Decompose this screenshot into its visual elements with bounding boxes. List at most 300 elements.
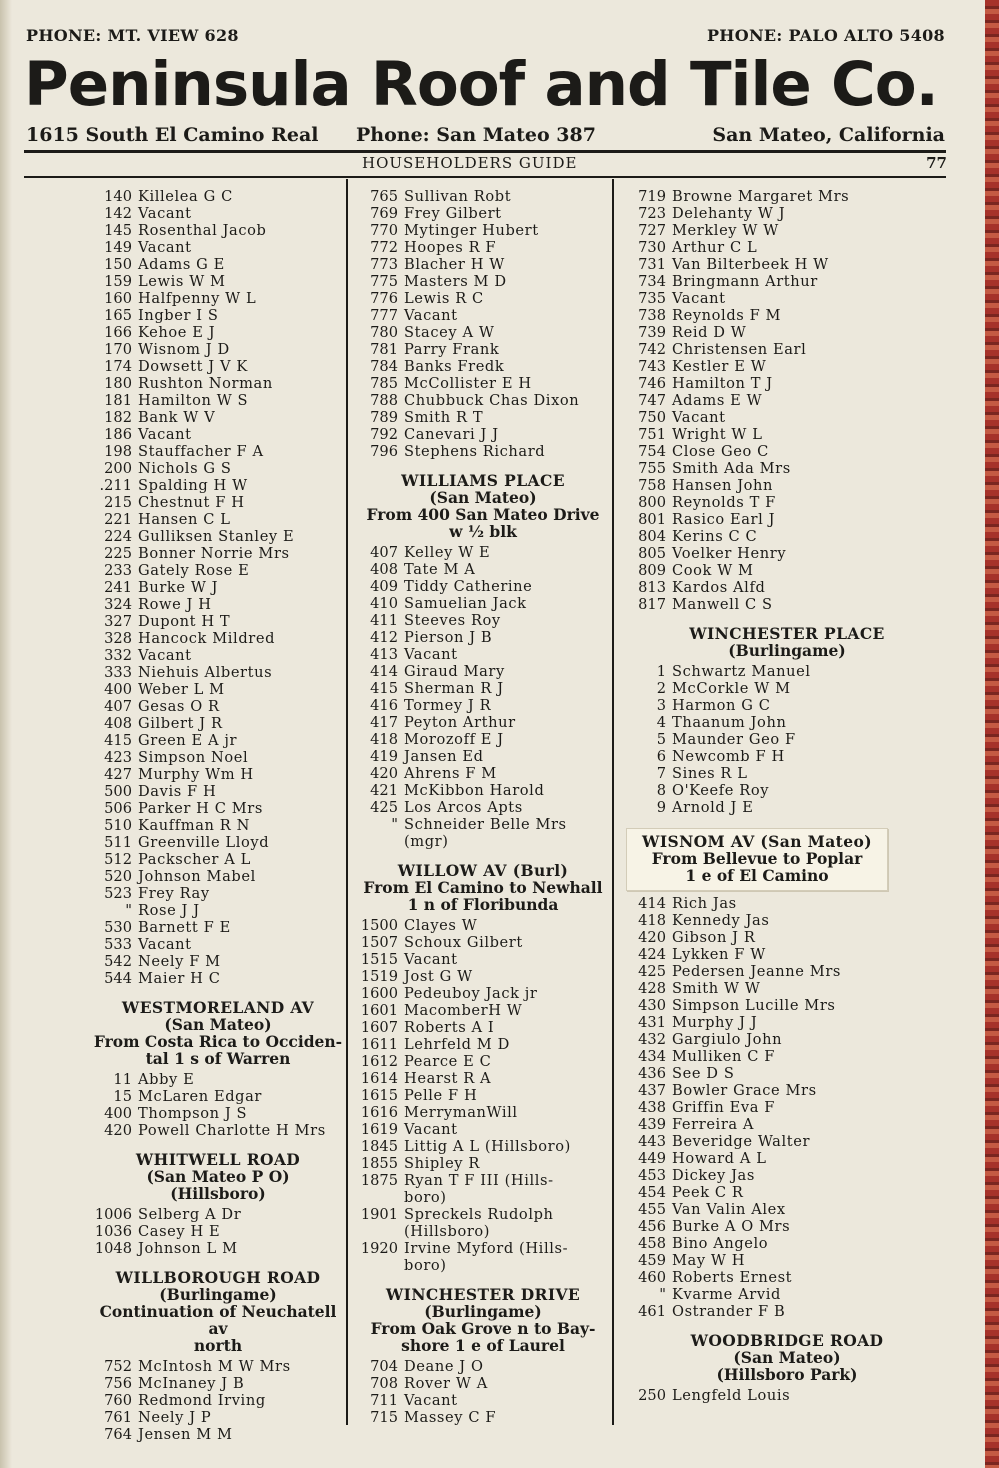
directory-entry xyxy=(356,358,610,375)
street-note: From El Camino to Newhall xyxy=(363,878,603,897)
column-divider xyxy=(346,179,348,1425)
street-note: (San Mateo P O) xyxy=(146,1167,290,1186)
resident-name: Wright W L xyxy=(672,426,763,443)
directory-entry xyxy=(356,697,610,714)
directory-entry xyxy=(356,307,610,324)
directory-entry xyxy=(356,1257,610,1274)
house-number: 533 xyxy=(104,936,132,953)
resident-name: Greenville Lloyd xyxy=(138,834,270,851)
house-number: 784 xyxy=(370,358,398,375)
house-number: 542 xyxy=(104,953,132,970)
house-number: 511 xyxy=(104,834,132,851)
house-number: 461 xyxy=(638,1303,666,1320)
street-note: (Burlingame) xyxy=(159,1285,277,1304)
resident-name: Bonner Norrie Mrs xyxy=(138,545,290,562)
house-number: 1607 xyxy=(360,1019,398,1036)
directory-entry xyxy=(622,1150,952,1167)
resident-name: Chestnut F H xyxy=(138,494,245,511)
resident-name: Canevari J J xyxy=(404,426,499,443)
resident-name: McCollister E H xyxy=(404,375,532,392)
directory-entry xyxy=(622,1065,952,1082)
house-number: 2 xyxy=(656,680,666,697)
house-number: 8 xyxy=(656,782,666,799)
house-number: 241 xyxy=(104,579,132,596)
house-number: 328 xyxy=(104,630,132,647)
directory-entry xyxy=(622,748,952,765)
resident-name: Kardos Alfd xyxy=(672,579,766,596)
directory-entry xyxy=(92,715,344,732)
directory-entry xyxy=(356,782,610,799)
resident-name: Abby E xyxy=(138,1071,195,1088)
resident-name: Irvine Myford (Hills- xyxy=(404,1240,569,1257)
house-number: 459 xyxy=(638,1252,666,1269)
directory-entry xyxy=(622,290,952,307)
directory-entry xyxy=(356,341,610,358)
house-number: 1614 xyxy=(360,1070,398,1087)
resident-name: Hoopes R F xyxy=(404,239,497,256)
house-number: 809 xyxy=(638,562,666,579)
resident-name: Voelker Henry xyxy=(672,545,787,562)
house-number: 751 xyxy=(638,426,666,443)
house-number: 418 xyxy=(370,731,398,748)
street-note: Continuation of Neuchatell av xyxy=(99,1302,337,1338)
house-number: 769 xyxy=(370,205,398,222)
resident-name: Simpson Noel xyxy=(138,749,249,766)
house-number: 1845 xyxy=(360,1138,398,1155)
directory-entry xyxy=(356,1019,610,1036)
directory-entry xyxy=(92,1071,344,1088)
directory-entry xyxy=(92,562,344,579)
house-number: " xyxy=(659,1286,666,1303)
resident-name: Littig A L (Hillsboro) xyxy=(404,1138,571,1155)
street-name: WESTMORELAND AV xyxy=(121,998,315,1017)
resident-name: McCorkle W M xyxy=(672,680,791,697)
directory-entry xyxy=(622,663,952,680)
directory-entry xyxy=(622,1303,952,1320)
street-note: north xyxy=(193,1336,243,1355)
directory-entry xyxy=(356,544,610,561)
resident-name: Howard A L xyxy=(672,1150,767,1167)
resident-name: Roberts A I xyxy=(404,1019,495,1036)
house-number: 750 xyxy=(638,409,666,426)
resident-name: Ostrander F B xyxy=(672,1303,786,1320)
house-number: 233 xyxy=(104,562,132,579)
house-number: 1901 xyxy=(360,1206,398,1223)
house-number: 773 xyxy=(370,256,398,273)
resident-name: Close Geo C xyxy=(672,443,769,460)
resident-name: Steeves Roy xyxy=(404,612,501,629)
house-number: 420 xyxy=(638,929,666,946)
house-number: 760 xyxy=(104,1392,132,1409)
resident-name: Van Bilterbeek H W xyxy=(672,256,829,273)
house-number: 140 xyxy=(104,188,132,205)
directory-entry xyxy=(622,324,952,341)
house-number: 142 xyxy=(104,205,132,222)
house-number: 166 xyxy=(104,324,132,341)
resident-name: Vacant xyxy=(672,290,726,307)
directory-entry xyxy=(92,239,344,256)
street-heading xyxy=(92,999,344,1067)
resident-name: Murphy J J xyxy=(672,1014,758,1031)
resident-name: Dupont H T xyxy=(138,613,231,630)
house-number: 410 xyxy=(370,595,398,612)
directory-entry xyxy=(92,1122,344,1139)
house-number: 413 xyxy=(370,646,398,663)
resident-name: Merkley W W xyxy=(672,222,779,239)
directory-entry xyxy=(92,324,344,341)
directory-entry xyxy=(92,1105,344,1122)
house-number: 333 xyxy=(104,664,132,681)
house-number: .211 xyxy=(99,477,132,494)
resident-name: Giraud Mary xyxy=(404,663,505,680)
directory-entry xyxy=(92,1375,344,1392)
resident-name: Frey Ray xyxy=(138,885,210,902)
resident-name: Nichols G S xyxy=(138,460,232,477)
resident-name: Vacant xyxy=(138,239,192,256)
directory-entry xyxy=(92,341,344,358)
directory-entry xyxy=(356,816,610,833)
resident-name: Vacant xyxy=(672,409,726,426)
directory-entry xyxy=(356,968,610,985)
guide-rule xyxy=(24,176,946,178)
resident-name: Hansen John xyxy=(672,477,774,494)
street-note: shore 1 e of Laurel xyxy=(401,1336,565,1355)
directory-entry xyxy=(622,528,952,545)
directory-entry xyxy=(92,834,344,851)
directory-entry xyxy=(356,1036,610,1053)
house-number: 770 xyxy=(370,222,398,239)
house-number: 427 xyxy=(104,766,132,783)
directory-entry xyxy=(92,222,344,239)
house-number: 425 xyxy=(370,799,398,816)
resident-name: Simpson Lucille Mrs xyxy=(672,997,836,1014)
directory-entry xyxy=(622,1235,952,1252)
directory-entry xyxy=(356,1002,610,1019)
directory-entry xyxy=(622,1201,952,1218)
house-number: 421 xyxy=(370,782,398,799)
house-number: 1616 xyxy=(360,1104,398,1121)
column-3 xyxy=(622,188,952,1404)
house-number: 1515 xyxy=(360,951,398,968)
street-heading xyxy=(622,625,952,659)
directory-entry xyxy=(356,595,610,612)
directory-entry xyxy=(92,732,344,749)
house-number: 400 xyxy=(104,681,132,698)
house-number: 523 xyxy=(104,885,132,902)
house-number: 520 xyxy=(104,868,132,885)
directory-entry xyxy=(92,205,344,222)
directory-entry xyxy=(356,205,610,222)
directory-entry xyxy=(92,1223,344,1240)
directory-entry xyxy=(356,578,610,595)
resident-name: Masters M D xyxy=(404,273,507,290)
street-note: (Hillsboro Park) xyxy=(716,1365,858,1384)
resident-name: Kvarme Arvid xyxy=(672,1286,781,1303)
resident-name: Rosenthal Jacob xyxy=(138,222,267,239)
directory-entry xyxy=(356,1375,610,1392)
house-number: 512 xyxy=(104,851,132,868)
house-number: 1 xyxy=(656,663,666,680)
house-number: 434 xyxy=(638,1048,666,1065)
resident-name: Powell Charlotte H Mrs xyxy=(138,1122,326,1139)
house-number: 411 xyxy=(370,612,398,629)
resident-name: Gately Rose E xyxy=(138,562,250,579)
house-number: 754 xyxy=(638,443,666,460)
directory-entry xyxy=(92,460,344,477)
directory-entry xyxy=(92,902,344,919)
resident-name: Bringmann Arthur xyxy=(672,273,818,290)
directory-entry xyxy=(356,324,610,341)
street-name: WINCHESTER PLACE xyxy=(689,624,885,643)
street-name: WHITWELL ROAD xyxy=(135,1150,301,1169)
resident-name: Tormey J R xyxy=(404,697,492,714)
directory-entry xyxy=(356,443,610,460)
house-number: 727 xyxy=(638,222,666,239)
resident-name: Rasico Earl J xyxy=(672,511,776,528)
house-number: 711 xyxy=(370,1392,398,1409)
resident-name: O'Keefe Roy xyxy=(672,782,770,799)
resident-name: Manwell C S xyxy=(672,596,773,613)
directory-entry xyxy=(356,1104,610,1121)
resident-name: Stephens Richard xyxy=(404,443,546,460)
house-number xyxy=(356,1223,404,1240)
resident-name: Maier H C xyxy=(138,970,221,987)
resident-name: Halfpenny W L xyxy=(138,290,257,307)
resident-name: McLaren Edgar xyxy=(138,1088,262,1105)
house-number: 409 xyxy=(370,578,398,595)
directory-entry xyxy=(92,851,344,868)
directory-entry xyxy=(622,494,952,511)
house-number: 456 xyxy=(638,1218,666,1235)
directory-entry xyxy=(356,748,610,765)
house-number: 198 xyxy=(104,443,132,460)
resident-name: Lengfeld Louis xyxy=(672,1387,791,1404)
resident-name: Vacant xyxy=(138,426,192,443)
directory-entry xyxy=(92,919,344,936)
street-note: From Oak Grove n to Bay- xyxy=(370,1319,596,1338)
directory-entry xyxy=(356,1189,610,1206)
directory-entry xyxy=(92,613,344,630)
house-number: 7 xyxy=(656,765,666,782)
resident-name: Johnson L M xyxy=(138,1240,238,1257)
house-number: 186 xyxy=(104,426,132,443)
phone-san-mateo: Phone: San Mateo 387 xyxy=(356,124,596,146)
resident-name: Delehanty W J xyxy=(672,205,786,222)
resident-name: Jost G W xyxy=(404,968,473,985)
house-number: 785 xyxy=(370,375,398,392)
house-number: " xyxy=(125,902,132,919)
directory-entry xyxy=(356,561,610,578)
resident-name: Reynolds T F xyxy=(672,494,776,511)
resident-name: Casey H E xyxy=(138,1223,221,1240)
directory-entry xyxy=(622,929,952,946)
street-note: tal 1 s of Warren xyxy=(145,1049,291,1068)
resident-name: Smith W W xyxy=(672,980,761,997)
house-number: 1519 xyxy=(360,968,398,985)
directory-entry xyxy=(356,765,610,782)
house-number: 746 xyxy=(638,375,666,392)
directory-entry xyxy=(622,1252,952,1269)
resident-name: MerrymanWill xyxy=(404,1104,518,1121)
directory-entry xyxy=(356,222,610,239)
directory-entry xyxy=(622,731,952,748)
house-number: 408 xyxy=(370,561,398,578)
directory-entry xyxy=(92,1409,344,1426)
resident-name: Ferreira A xyxy=(672,1116,755,1133)
resident-name: Ingber I S xyxy=(138,307,219,324)
directory-entry xyxy=(92,936,344,953)
house-number: 412 xyxy=(370,629,398,646)
house-number: 182 xyxy=(104,409,132,426)
resident-name: Packscher A L xyxy=(138,851,251,868)
house-number: 500 xyxy=(104,783,132,800)
resident-name: Vacant xyxy=(404,646,458,663)
directory-entry xyxy=(622,477,952,494)
house-number: 181 xyxy=(104,392,132,409)
house-number: 738 xyxy=(638,307,666,324)
street-heading xyxy=(626,828,888,891)
directory-entry xyxy=(622,765,952,782)
directory-entry xyxy=(356,1172,610,1189)
house-number: 9 xyxy=(656,799,666,816)
directory-entry xyxy=(356,1409,610,1426)
directory-entry xyxy=(356,629,610,646)
house-number: 430 xyxy=(638,997,666,1014)
house-number: 1611 xyxy=(360,1036,398,1053)
directory-entry xyxy=(92,375,344,392)
resident-name: Kestler E W xyxy=(672,358,767,375)
house-number: 449 xyxy=(638,1150,666,1167)
house-number: 150 xyxy=(104,256,132,273)
directory-entry xyxy=(622,680,952,697)
house-number: 418 xyxy=(638,912,666,929)
directory-entry xyxy=(92,273,344,290)
resident-name: Deane J O xyxy=(404,1358,484,1375)
resident-name: Rose J J xyxy=(138,902,200,919)
resident-name: Wisnom J D xyxy=(138,341,230,358)
house-number: 734 xyxy=(638,273,666,290)
directory-entry xyxy=(622,714,952,731)
directory-entry xyxy=(92,1206,344,1223)
resident-name: boro) xyxy=(404,1189,447,1206)
resident-name: Spalding H W xyxy=(138,477,248,494)
company-city: San Mateo, California xyxy=(712,124,945,146)
house-number: 510 xyxy=(104,817,132,834)
resident-name: Vacant xyxy=(404,1392,458,1409)
directory-entry xyxy=(356,917,610,934)
street-name: WILLOW AV (Burl) xyxy=(397,861,569,880)
directory-entry xyxy=(622,545,952,562)
house-number: 544 xyxy=(104,970,132,987)
directory-entry xyxy=(356,714,610,731)
house-number: 400 xyxy=(104,1105,132,1122)
house-number: 423 xyxy=(104,749,132,766)
company-name: Peninsula Roof and Tile Co. xyxy=(24,49,938,120)
house-number: 752 xyxy=(104,1358,132,1375)
house-number: 174 xyxy=(104,358,132,375)
resident-name: Thaanum John xyxy=(672,714,787,731)
house-number: 1048 xyxy=(94,1240,132,1257)
resident-name: Pedeuboy Jack jr xyxy=(404,985,538,1002)
directory-entry xyxy=(622,1082,952,1099)
directory-entry xyxy=(92,885,344,902)
house-number: 332 xyxy=(104,647,132,664)
house-number: 1615 xyxy=(360,1087,398,1104)
house-number: 4 xyxy=(656,714,666,731)
street-heading xyxy=(622,1332,952,1383)
house-number: " xyxy=(391,816,398,833)
directory-entry xyxy=(622,1218,952,1235)
directory-entry xyxy=(622,443,952,460)
directory-entry xyxy=(356,1223,610,1240)
resident-name: Gulliksen Stanley E xyxy=(138,528,295,545)
directory-entry xyxy=(92,970,344,987)
resident-name: Christensen Earl xyxy=(672,341,807,358)
directory-entry xyxy=(92,443,344,460)
house-number: 792 xyxy=(370,426,398,443)
directory-entry xyxy=(356,663,610,680)
house-number: 428 xyxy=(638,980,666,997)
directory-entry xyxy=(356,799,610,816)
directory-entry xyxy=(356,1138,610,1155)
directory-entry xyxy=(92,1426,344,1443)
resident-name: Gargiulo John xyxy=(672,1031,783,1048)
house-number: 414 xyxy=(638,895,666,912)
resident-name: Rover W A xyxy=(404,1375,488,1392)
resident-name: Smith R T xyxy=(404,409,484,426)
house-number: 765 xyxy=(370,188,398,205)
house-number: 780 xyxy=(370,324,398,341)
house-number: 735 xyxy=(638,290,666,307)
street-note: (San Mateo) xyxy=(429,488,537,507)
resident-name: MacomberH W xyxy=(404,1002,523,1019)
house-number: 250 xyxy=(638,1387,666,1404)
directory-entry xyxy=(356,833,610,850)
column-1 xyxy=(92,188,344,1443)
house-number: 5 xyxy=(656,731,666,748)
column-2 xyxy=(356,188,610,1426)
directory-entry xyxy=(356,375,610,392)
directory-entry xyxy=(92,868,344,885)
house-number: 200 xyxy=(104,460,132,477)
street-name: WILLBOROUGH ROAD xyxy=(115,1268,321,1287)
resident-name: Killelea G C xyxy=(138,188,233,205)
resident-name: Weber L M xyxy=(138,681,225,698)
house-number: 764 xyxy=(104,1426,132,1443)
directory-entry xyxy=(356,1358,610,1375)
house-number: 813 xyxy=(638,579,666,596)
column-divider xyxy=(612,179,614,1425)
house-number: 1600 xyxy=(360,985,398,1002)
guide-title: HOUSEHOLDERS GUIDE xyxy=(362,154,578,172)
resident-name: Neely J P xyxy=(138,1409,212,1426)
resident-name: Ahrens F M xyxy=(404,765,497,782)
resident-name: Gibson J R xyxy=(672,929,756,946)
resident-name: Bino Angelo xyxy=(672,1235,769,1252)
directory-entry xyxy=(622,579,952,596)
house-number: 739 xyxy=(638,324,666,341)
house-number: 324 xyxy=(104,596,132,613)
resident-name: Lewis W M xyxy=(138,273,226,290)
directory-entry xyxy=(622,426,952,443)
directory-entry xyxy=(356,646,610,663)
directory-entry xyxy=(92,664,344,681)
directory-entry xyxy=(622,1269,952,1286)
directory-entry xyxy=(622,375,952,392)
resident-name: Rowe J H xyxy=(138,596,212,613)
resident-name: Chubbuck Chas Dixon xyxy=(404,392,580,409)
house-number: 506 xyxy=(104,800,132,817)
